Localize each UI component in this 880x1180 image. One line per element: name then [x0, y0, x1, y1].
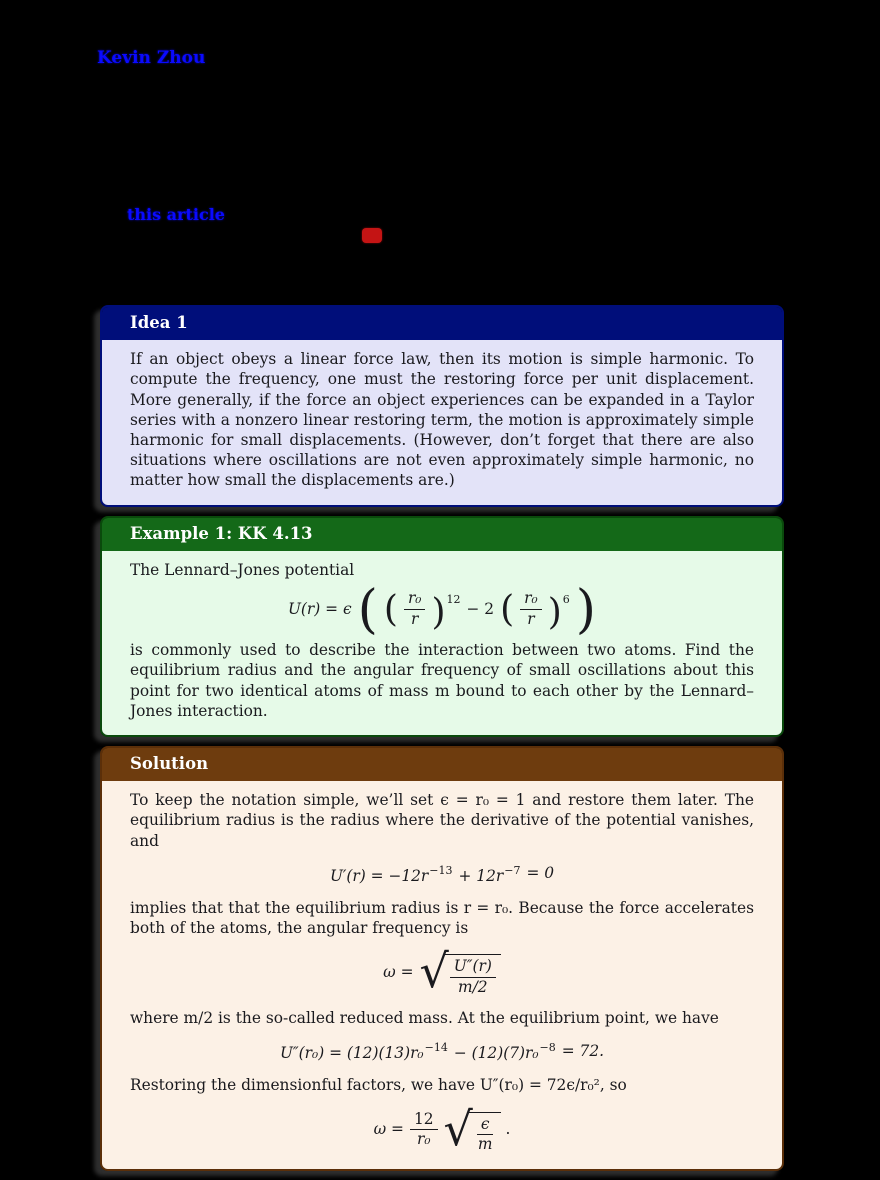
eq-uprime-part2: + $12r^{-7}$	[458, 863, 521, 885]
eq-lj-power-1: )$^{12}$	[431, 592, 461, 634]
eq-omega2-lhs: ω =	[373, 1120, 404, 1139]
eq-usecond-part1: U″(r₀) = (12)(13)r₀$^{-14}$	[279, 1041, 448, 1063]
example-outro: is commonly used to describe the interaction between two atoms. Find the equilibrium radius and the angular frequency of small oscillations about this point for two identical atoms of mass m bound to each other by the Lennard–Jones interaction.	[130, 641, 754, 720]
example-box-body	[102, 551, 782, 735]
omega-equation-2	[130, 1101, 754, 1156]
example-intro: The Lennard–Jones potential	[130, 560, 355, 579]
solution-paragraph-3: where m/2 is the so-called reduced mass. At the equilibrium point, we have	[130, 1008, 719, 1027]
article-link[interactable]: this article	[127, 205, 225, 224]
radical-sign: √	[443, 1101, 473, 1156]
idea-box-title: Idea 1	[102, 307, 782, 340]
solution-paragraph-2: implies that that the equilibrium radius is r = r₀. Because the force accelerates both of the atoms, the angular frequency is	[130, 899, 754, 938]
eq-lj-power-2: )$^6$	[547, 592, 570, 634]
eq-omega1-lhs: ω =	[383, 963, 414, 982]
idea-text: If an object obeys a linear force law, then its motion is simple harmonic. To compute the frequency, one must the restoring force per unit displacement. More generally, if the force an object experiences can be expanded in a Taylor series with a nonzero linear restoring term, the motion is approximately simple harmonic for small displacements. (However, don’t forget that there are also situations where oscillations are not even approximately simple harmonic, no matter how small the displacements are.)	[130, 350, 754, 490]
solution-paragraph-1: To keep the notation simple, we’ll set ϵ = r₀ = 1 and restore them later. The equilibrium radius is the radius where the derivative of the potential vanishes, and	[130, 791, 754, 850]
radical-sign: √	[419, 944, 449, 999]
eq-omega2-sqrt: √ $\frac{\epsilon}{m}$	[444, 1106, 502, 1154]
eq-usecond-part3: = 72.	[561, 1041, 605, 1060]
eq-lj-minus-two: − 2	[466, 600, 495, 619]
author-link[interactable]: Kevin Zhou	[97, 48, 206, 68]
eq-uprime-part1: $U'(r) = -12r^{-13}$	[329, 863, 453, 885]
omega-equation-1	[130, 944, 754, 999]
eq-omega2-fraction: $\frac{12}{\text{r₀}}$	[410, 1111, 438, 1149]
example-box	[100, 516, 784, 737]
eq-omega2-period: .	[505, 1120, 511, 1139]
solution-box-title: Solution	[102, 748, 782, 781]
lennard-jones-equation: U(r) = ϵ ( ( $\frac{\text{r₀}}{r}$ )$^{12}$ − 2 ( $\frac{\text{r₀}}{r}$ )$^6$ )	[287, 580, 597, 641]
solution-box-body	[102, 781, 782, 1169]
idea-box	[100, 305, 784, 507]
solution-paragraph-4: Restoring the dimensionful factors, we have U″(r₀) = 72ϵ/r₀², so	[130, 1076, 627, 1095]
eq-uprime-part3: = 0	[526, 864, 555, 883]
example-box-title: Example 1: KK 4.13	[102, 518, 782, 551]
youtube-icon[interactable]	[362, 228, 382, 243]
eq-lj-fraction-1: $\frac{\text{r₀}}{r}$	[404, 590, 426, 628]
eq-omega1-sqrt: √ $\frac{U''(r)}{m/2}$	[419, 948, 500, 996]
eq-lj-fraction-2: $\frac{\text{r₀}}{r}$	[520, 590, 542, 628]
handout-content	[100, 305, 784, 1180]
solution-box	[100, 746, 784, 1171]
idea-box-body	[102, 340, 782, 504]
u-prime-equation	[130, 861, 754, 886]
eq-usecond-part2: − (12)(7)r₀$^{-8}$	[453, 1041, 556, 1063]
u-second-equation	[130, 1038, 754, 1063]
eq-lj-lhs: U(r) = ϵ	[287, 600, 352, 619]
